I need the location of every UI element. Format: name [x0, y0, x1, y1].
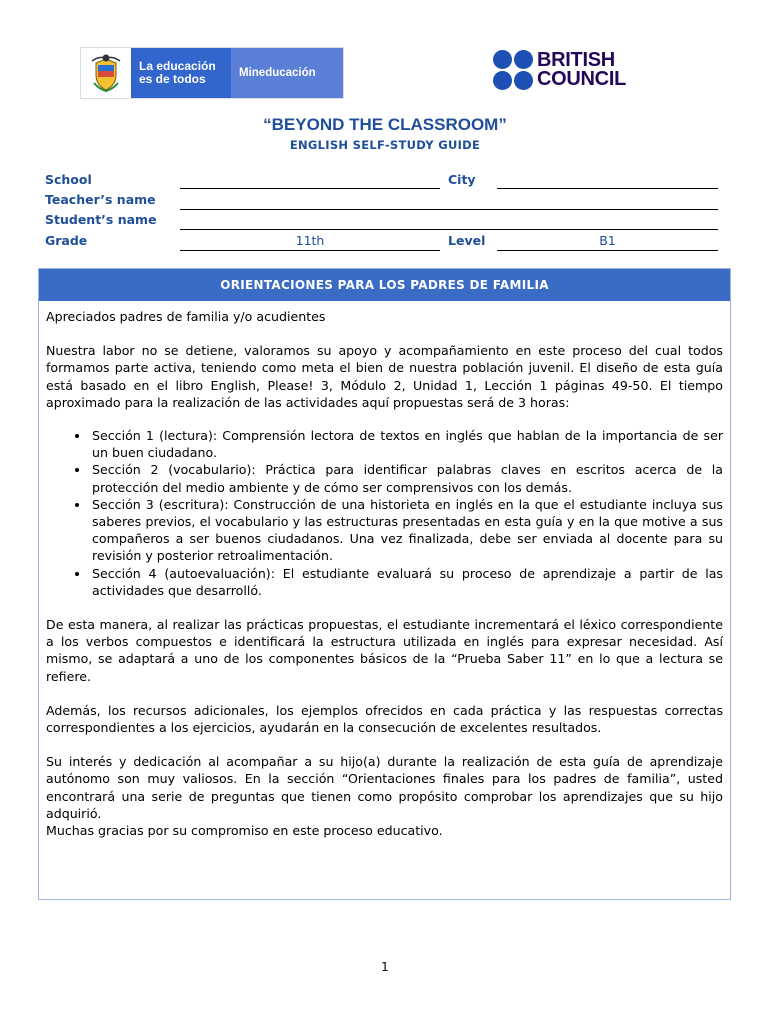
grade-label: Grade: [45, 233, 88, 248]
sections-list: [46, 427, 723, 599]
bc-line2: COUNCIL: [537, 68, 627, 90]
student-name-field[interactable]: [180, 229, 718, 230]
teacher-name-label: Teacher’s name: [45, 192, 156, 207]
parents-guidance-box: [38, 268, 731, 900]
grade-field[interactable]: [180, 250, 440, 251]
list-item: • Sección 4 (autoevaluación): El estudiante evaluará su proceso de aprendizaje a partir de las actividades que desarrolló.: [90, 565, 723, 599]
school-label: School: [45, 172, 92, 187]
level-field[interactable]: [497, 250, 718, 251]
paragraph-resources: Además, los recursos adicionales, los ejemplos ofrecidos en cada práctica y las respuestas correctas correspondientes a los ejercicios, ayudarán en la consecución de excelentes resultados.: [46, 702, 723, 736]
british-council-dots-icon: [493, 50, 533, 90]
paragraph-thanks: Muchas gracias por su compromiso en este proceso educativo.: [46, 823, 443, 839]
teacher-name-field[interactable]: [180, 209, 718, 210]
list-item: • Sección 3 (escritura): Construcción de una historieta en inglés en la que el estudiante incluya sus saberes previos, el vocabulario y las estructuras presentadas en esta guía y en la que motive a sus compañeros a ser buenos ciudadanos. Una vez finalizada, debe ser enviada al docente para su revisión y posterior retroalimentación.: [90, 496, 723, 565]
edu-line1: La educación: [139, 59, 216, 73]
box-body: [39, 301, 730, 839]
page-title: “BEYOND THE CLASSROOM”: [263, 115, 507, 134]
grade-value: 11th: [295, 233, 325, 248]
british-council-wordmark: [537, 51, 626, 89]
list-item: • Sección 2 (vocabulario): Práctica para identificar palabras claves en escritos acerca de la protección del medio ambiente y de cómo ser comprensivos con los demás.: [90, 461, 723, 495]
page-number: 1: [381, 960, 389, 974]
la-educacion-logo: [80, 47, 344, 99]
la-educacion-label: [131, 48, 231, 98]
edu-line2: es de todos: [139, 72, 206, 86]
paragraph-lexicon: De esta manera, al realizar las prácticas propuestas, el estudiante incrementará el léxico correspondiente a los verbos compuestos e identificará la estructura utilizada en inglés para expresar necesidad. Así mismo, se adaptará a uno de los componentes básicos de la “Prueba Saber 11” en lo que a lectura se refiere.: [46, 617, 723, 684]
box-header: ORIENTACIONES PARA LOS PADRES DE FAMILIA: [39, 269, 730, 301]
colombia-crest-icon: [81, 48, 131, 98]
list-item: • Sección 1 (lectura): Comprensión lectora de textos en inglés que hablan de la importancia de ser un buen ciudadano.: [90, 427, 723, 461]
bc-line1: BRITISH: [537, 49, 615, 71]
student-name-label: Student’s name: [45, 212, 157, 227]
intro-paragraph: Nuestra labor no se detiene, valoramos su apoyo y acompañamiento en este proceso del cual todos formamos parte activa, teniendo como meta el bien de nuestra población juvenil. El diseño de esta guía está basado en el libro English, Please! 3, Módulo 2, Unidad 1, Lección 1 páginas 49-50. El tiempo aproximado para la realización de las actividades aquí propuestas será de 3 horas:: [46, 343, 723, 410]
city-field[interactable]: [497, 188, 718, 189]
greeting-text: Apreciados padres de familia y/o acudientes: [46, 309, 326, 324]
mineducacion-label: Mineducación: [231, 48, 343, 98]
british-council-logo: [493, 49, 626, 91]
school-field[interactable]: [180, 188, 440, 189]
level-label: Level: [448, 233, 486, 248]
page-subtitle: ENGLISH SELF-STUDY GUIDE: [289, 138, 481, 152]
paragraph-interest: Su interés y dedicación al acompañar a su hijo(a) durante la realización de esta guía de aprendizaje autónomo son muy valiosos. En la sección “Orientaciones finales para los padres de familia”, usted encontrará una serie de preguntas que tienen como propósito comprobar los aprendizajes que su hijo adquirió.: [46, 754, 723, 821]
level-value: B1: [599, 233, 616, 248]
city-label: City: [448, 172, 476, 187]
